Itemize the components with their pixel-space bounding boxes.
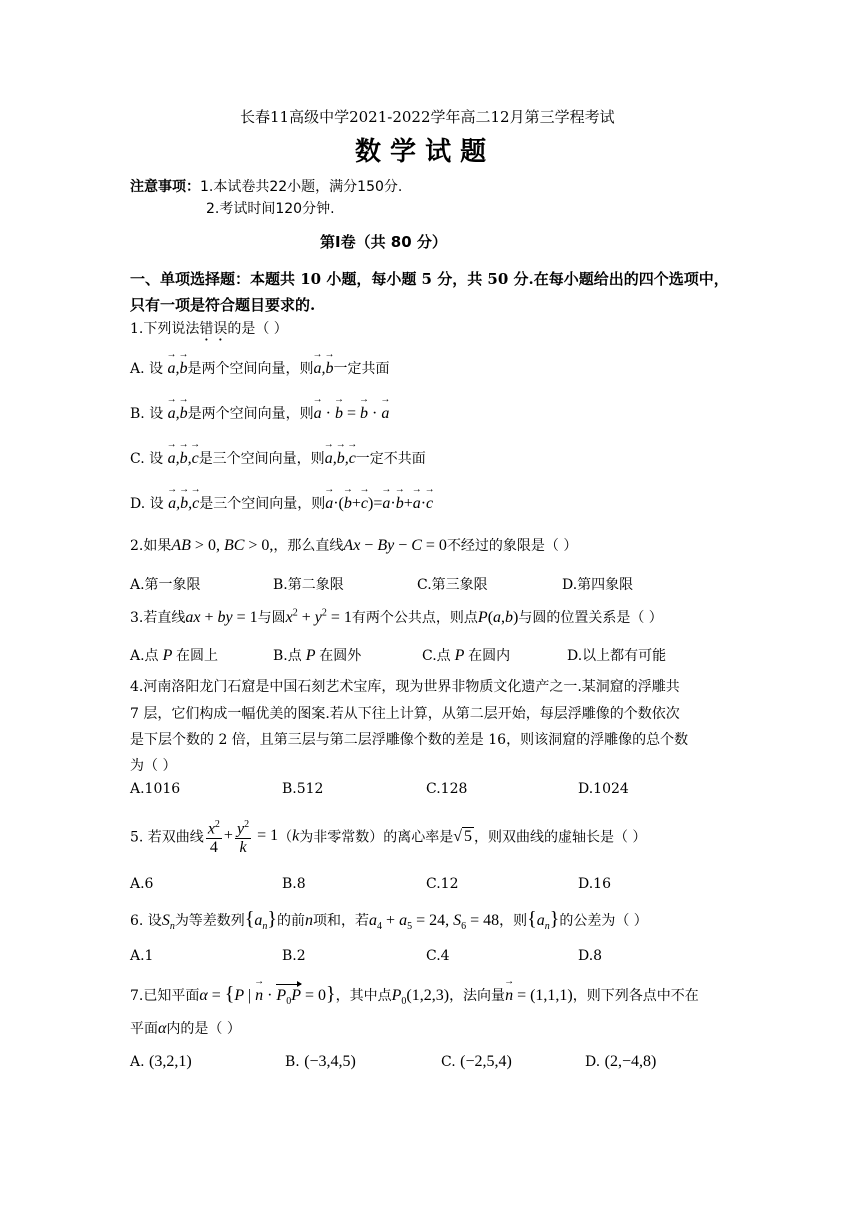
q3-a-p: P <box>158 647 177 664</box>
q7-line2-b: 内的是（ ） <box>166 1021 241 1037</box>
q7-stem-d: ，则下列各点中不在 <box>572 988 699 1004</box>
q1-option-d <box>130 493 433 513</box>
q6-stem-e: ，则 <box>499 913 528 929</box>
q3-stem-d: 与圆的位置关系是（ ） <box>518 610 663 626</box>
q4-line-4: 为（ ） <box>130 758 177 774</box>
notes-line-1 <box>130 176 402 196</box>
q1-d-mid: 是三个空间向量，则 <box>199 496 326 512</box>
q1-a-post: 一定共面 <box>333 361 390 377</box>
question-1-stem <box>130 318 288 338</box>
section-heading-line-1: 一、单项选择题：本题共 10 小题，每小题 5 分，共 50 分.在每小题给出的四个选项中， <box>130 270 729 288</box>
q1-c-post: 一定不共面 <box>355 451 426 467</box>
q6-an: $\{a_n\}$ <box>244 908 278 933</box>
q3-circle: $x^2 + y^2 = 1$ <box>285 607 352 626</box>
q7-option-c <box>441 1053 512 1071</box>
q1-stem-b: 的是（ ） <box>227 321 288 337</box>
q3-stem-b: 与圆 <box>257 610 286 626</box>
q1-stem-a: 1.下列说法 <box>130 321 200 337</box>
question-7-stem <box>130 983 699 1007</box>
q3-option-c <box>422 645 510 665</box>
notes-item-1: 1.本试卷共22小题，满分150分. <box>200 179 403 195</box>
q3-c-text: C.点 <box>422 648 451 664</box>
q6-n: n <box>305 912 314 929</box>
q4-option-a: A.1016 <box>130 781 181 797</box>
q2-stem-c: 不经过的象限是（ ） <box>446 538 578 554</box>
q1-stem-dot-2: 误 <box>213 321 228 337</box>
q1-option-b <box>130 403 389 423</box>
q1-b-vectors: → a,→ b <box>168 405 188 422</box>
q6-stem-a: 6. 设 <box>130 913 162 929</box>
q3-option-a <box>130 645 218 665</box>
q1-stem-dot-1: 错 <box>199 321 214 337</box>
q5-sqrt5: √ 5 <box>453 827 472 845</box>
q7-c-value: (−2,5,4) <box>460 1053 512 1070</box>
q6-stem-d: 项和，若 <box>313 913 370 929</box>
notes-label: 注意事项： <box>130 179 200 195</box>
q5-option-b: B.8 <box>282 876 306 892</box>
q6-an-2: $\{a_n\}$ <box>527 908 560 933</box>
q7-d-label: D. <box>585 1054 601 1070</box>
q7-alpha: α <box>158 1020 167 1037</box>
q3-point: P(a,b) <box>477 609 519 626</box>
q3-c-p: P <box>450 647 469 664</box>
q7-stem-c: ，法向量 <box>449 988 506 1004</box>
q3-option-b <box>273 645 361 665</box>
q7-option-a <box>130 1053 192 1071</box>
q3-b-text-2: 在圆外 <box>319 648 362 664</box>
q1-d-pre: D. 设 <box>130 496 164 512</box>
q3-line: ax + by = 1 <box>185 609 258 626</box>
q2-condition: AB > 0, BC > 0, <box>171 537 274 554</box>
q7-point-p0: $P_0(1,2,3)$ <box>391 987 450 1008</box>
q4-line-1: 4.河南洛阳龙门石窟是中国石刻艺术宝库，现为世界非物质文化遗产之一.某洞窟的浮雕共 <box>130 679 680 695</box>
q5-option-a: A.6 <box>130 876 154 892</box>
q4-option-c: C.128 <box>426 781 468 797</box>
q5-stem-a: 5. 若双曲线 <box>130 829 204 846</box>
q7-normal: → n = (1,1,1) <box>505 987 573 1004</box>
q7-a-value: (3,2,1) <box>149 1053 192 1070</box>
q7-a-label: A. <box>130 1054 145 1070</box>
exam-subtitle: 长春11高级中学2021-2022学年高二12月第三学程考试 <box>240 108 615 126</box>
q3-a-text: A.点 <box>130 648 159 664</box>
q2-option-d: D.第四象限 <box>562 577 634 593</box>
q1-c-pre: C. 设 <box>130 451 164 467</box>
q1-a-vectors-2: → a,→ b <box>313 360 333 377</box>
exam-title: 数 学 试 题 <box>355 137 487 167</box>
q7-stem-b: ，其中点 <box>335 988 392 1004</box>
q7-c-label: C. <box>441 1054 456 1070</box>
q1-c-vectors-2: → a,→ b,→ c <box>325 450 356 467</box>
q1-d-formula: → a·(→ b+→ c)=→ a·→ b+→ a·→ c <box>325 495 433 512</box>
q6-option-a: A.1 <box>130 948 154 964</box>
q1-option-c <box>130 448 426 468</box>
q1-d-vectors: → a,→ b,→ c <box>168 495 199 512</box>
q7-d-value: (2,−4,8) <box>604 1053 657 1070</box>
q2-option-a: A.第一象限 <box>130 577 201 593</box>
q4-option-b: B.512 <box>282 781 324 797</box>
q6-stem-c: 的前 <box>277 913 306 929</box>
q1-a-mid: 是两个空间向量，则 <box>187 361 314 377</box>
section-heading-line-2: 只有一项是符合题目要求的. <box>130 296 316 314</box>
question-6-stem <box>130 908 648 932</box>
q6-option-c: C.4 <box>426 948 450 964</box>
q1-b-mid: 是两个空间向量，则 <box>187 406 314 422</box>
q3-b-p: P <box>301 647 320 664</box>
q6-option-d: D.8 <box>578 948 603 964</box>
q2-stem-b: ，那么直线 <box>273 538 344 554</box>
q5-stem-d: ，则双曲线的虚轴长是（ ） <box>473 829 647 846</box>
notes-item-2: 2.考试时间120分钟. <box>206 201 335 217</box>
q1-b-formula: → a · → b = → b · → a <box>314 405 390 422</box>
part-title: 第Ⅰ卷（共 80 分） <box>320 233 447 251</box>
q5-k: k <box>292 827 300 845</box>
q7-line-2 <box>130 1018 241 1038</box>
q1-a-vectors: → a,→ b <box>167 360 187 377</box>
q5-option-d: D.16 <box>578 876 611 892</box>
q6-condition: $a_4 + a_5 = 24$, $S_6 = 48$ <box>369 912 500 933</box>
q7-stem-a: 7.已知平面 <box>130 988 200 1004</box>
q2-option-c: C.第三象限 <box>417 577 488 593</box>
q5-option-c: C.12 <box>426 876 459 892</box>
q7-option-b <box>285 1053 356 1071</box>
q6-stem-f: 的公差为（ ） <box>559 913 648 929</box>
q6-stem-b: 为等差数列 <box>174 913 245 929</box>
q4-line-3: 是下层个数的 2 倍，且第三层与第二层浮雕像个数的差是 16，则该洞窟的浮雕像的总个数 <box>130 732 689 748</box>
q3-stem-c: 有两个公共点，则点 <box>351 610 478 626</box>
q3-option-d: D.以上都有可能 <box>567 648 667 664</box>
q3-b-text: B.点 <box>273 648 302 664</box>
q7-option-d <box>585 1053 656 1071</box>
q5-stem-c: 为非零常数）的离心率是 <box>299 829 454 846</box>
q3-stem-a: 3.若直线 <box>130 610 186 626</box>
q2-line-equation: Ax − By − C = 0 <box>343 537 447 554</box>
q1-a-pre: A. 设 <box>130 361 164 377</box>
q4-line-2: 7 层，它们构成一幅优美的图案.若从下往上计算，从第二层开始，每层浮雕像的个数依次 <box>130 706 680 722</box>
q5-stem-b: （ <box>278 829 293 846</box>
q7-b-label: B. <box>285 1054 300 1070</box>
q3-c-text-2: 在圆内 <box>468 648 511 664</box>
q1-b-pre: B. 设 <box>130 406 164 422</box>
question-2-stem <box>130 535 577 555</box>
q6-option-b: B.2 <box>282 948 306 964</box>
q5-hyperbola: $\frac{x^2}{4}$ + $\frac{y^2}{k}$ = 1 <box>204 827 278 844</box>
q2-stem-a: 2.如果 <box>130 538 172 554</box>
question-5-stem <box>130 816 646 857</box>
q1-option-a <box>130 358 389 378</box>
q7-line2-a: 平面 <box>130 1021 158 1037</box>
q2-option-b: B.第二象限 <box>273 577 344 593</box>
q3-a-text-2: 在圆上 <box>176 648 219 664</box>
q7-plane-set: α = {P | → $n \cdot P_0P = 0$} <box>199 987 335 1004</box>
question-3-stem <box>130 607 663 627</box>
q1-c-mid: 是三个空间向量，则 <box>198 451 325 467</box>
q4-option-d: D.1024 <box>578 781 629 797</box>
q6-sn: $S_n$ <box>161 912 175 933</box>
q7-b-value: (−3,4,5) <box>304 1053 356 1070</box>
q1-c-vectors: → a,→ b,→ c <box>168 450 199 467</box>
